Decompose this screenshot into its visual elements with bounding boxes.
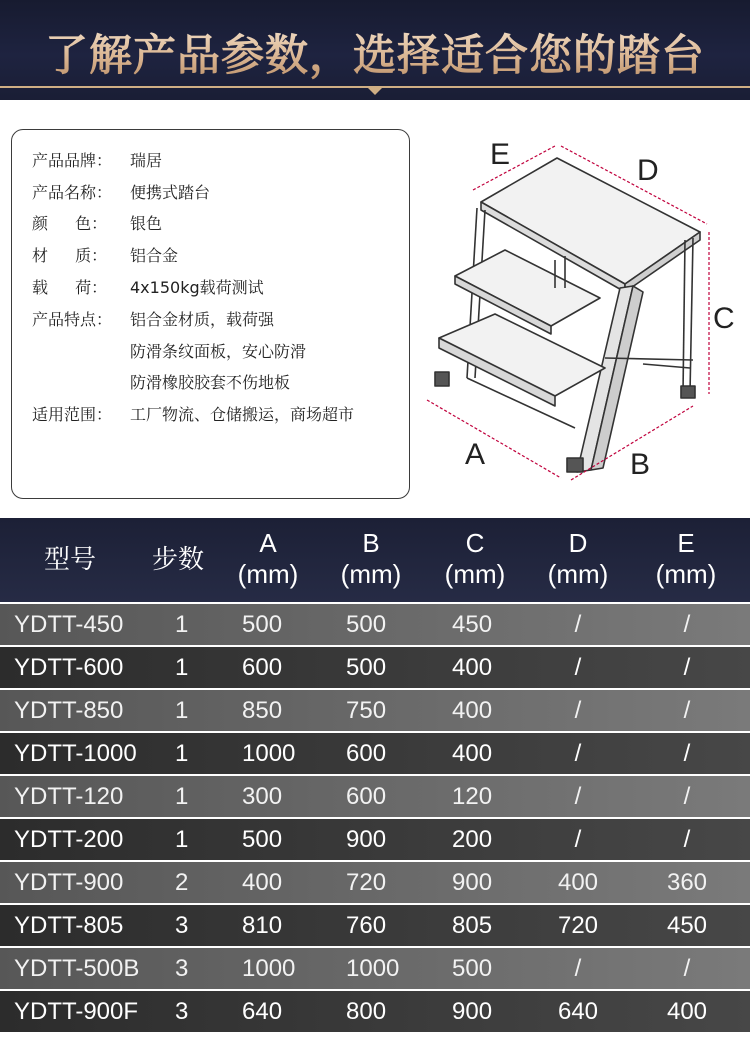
table-row [0, 604, 750, 645]
header-banner [0, 0, 750, 100]
header-d: D (mm) [547, 528, 609, 590]
table-cell: YDTT-900 [14, 869, 124, 896]
spec-label: 产品特点： [32, 310, 113, 329]
table-cell: 450 [452, 611, 493, 638]
spec-label: 产品品牌： [32, 151, 113, 170]
spec-label: 适用范围： [32, 405, 113, 424]
dimension-e-label: E [490, 138, 511, 171]
spec-value: 便携式踏台 [130, 183, 211, 202]
table-cell: / [574, 783, 582, 810]
table-cell: 400 [452, 740, 493, 767]
table-cell: 500 [346, 654, 387, 681]
rear-leg-right [690, 238, 693, 393]
table-cell: 750 [346, 697, 387, 724]
table-row [0, 991, 750, 1032]
table-cell: 1 [175, 783, 189, 810]
spec-value: 铝合金 [130, 246, 179, 265]
table-row [0, 948, 750, 989]
dimension-d-label: D [637, 154, 659, 187]
spec-label: 材 质： [32, 246, 108, 265]
spec-card [11, 129, 410, 499]
table-cell: 600 [346, 783, 387, 810]
table-cell: 450 [666, 912, 708, 939]
table-cell: 500 [346, 611, 387, 638]
table-cell: 1 [175, 697, 189, 724]
table-cell: YDTT-200 [14, 826, 124, 853]
table-cell: 360 [666, 869, 708, 896]
table-header [0, 518, 750, 602]
table-cell: 500 [452, 955, 493, 982]
header-e: E (mm) [655, 528, 717, 590]
table-cell: 120 [452, 783, 493, 810]
table-cell: 760 [346, 912, 387, 939]
table-cell: / [683, 783, 691, 810]
table-cell: 1000 [242, 955, 296, 982]
table-cell: 640 [242, 998, 283, 1025]
table-cell: / [574, 697, 582, 724]
table-row [0, 776, 750, 817]
table-cell: YDTT-120 [14, 783, 124, 810]
spec-table [0, 518, 750, 1032]
spec-value: 瑞居 [130, 151, 163, 170]
table-cell: 2 [175, 869, 189, 896]
header-c: C (mm) [444, 528, 506, 590]
table-cell: 400 [666, 998, 708, 1025]
spec-label: 颜 色： [32, 214, 108, 233]
spec-row-brand [32, 148, 162, 171]
table-cell: 200 [452, 826, 493, 853]
table-cell: YDTT-805 [14, 912, 124, 939]
spec-value: 铝合金材质，载荷强 [130, 310, 275, 329]
table-cell: 720 [557, 912, 599, 939]
table-cell: 720 [346, 869, 387, 896]
table-cell: 3 [175, 912, 189, 939]
table-cell: / [683, 740, 691, 767]
table-cell: / [574, 611, 582, 638]
step-stool-diagram [415, 128, 750, 498]
spec-value: 4x150kg载荷测试 [130, 278, 264, 297]
table-cell: 300 [242, 783, 283, 810]
table-cell: / [574, 654, 582, 681]
table-cell: / [574, 826, 582, 853]
table-body [0, 604, 750, 1032]
dimension-b-label: B [630, 448, 651, 481]
table-cell: 810 [242, 912, 283, 939]
table-cell: YDTT-500B [14, 955, 140, 982]
table-cell: 640 [557, 998, 599, 1025]
table-cell: 800 [346, 998, 387, 1025]
dimension-c-label: C [713, 302, 735, 335]
table-cell: 900 [346, 826, 387, 853]
spec-row-material [32, 243, 178, 266]
table-row [0, 690, 750, 731]
table-cell: 1 [175, 826, 189, 853]
table-cell: / [574, 740, 582, 767]
header-a: A (mm) [237, 528, 299, 590]
table-cell: 1 [175, 740, 189, 767]
table-row [0, 905, 750, 946]
table-row [0, 862, 750, 903]
header-notch [366, 86, 384, 95]
table-row [0, 733, 750, 774]
header-b: B (mm) [340, 528, 402, 590]
table-cell: / [683, 826, 691, 853]
table-cell: YDTT-600 [14, 654, 124, 681]
page-title: 了解产品参数，选择适合您的踏台 [0, 22, 750, 83]
table-cell: 400 [242, 869, 283, 896]
spec-label: 产品名称： [32, 183, 113, 202]
spec-value: 工厂物流、仓储搬运，商场超市 [130, 405, 355, 424]
table-cell: YDTT-1000 [14, 740, 137, 767]
table-cell: 850 [242, 697, 283, 724]
table-cell: / [683, 654, 691, 681]
table-cell: / [574, 955, 582, 982]
table-cell: / [683, 697, 691, 724]
table-cell: 3 [175, 998, 189, 1025]
table-cell: 600 [242, 654, 283, 681]
table-cell: 400 [452, 654, 493, 681]
table-cell: 500 [242, 611, 283, 638]
spec-row-color [32, 211, 162, 234]
table-cell: 900 [452, 869, 493, 896]
table-cell: 3 [175, 955, 189, 982]
spec-row-features-2 [32, 339, 306, 362]
table-cell: YDTT-450 [14, 611, 124, 638]
table-row [0, 819, 750, 860]
spec-value: 银色 [130, 214, 163, 233]
table-cell: 400 [557, 869, 599, 896]
dimension-a-label: A [465, 438, 486, 471]
header-model: 型号 [43, 544, 96, 575]
table-cell: 400 [452, 697, 493, 724]
table-cell: 1 [175, 611, 189, 638]
header-steps: 步数 [151, 544, 204, 575]
table-cell: / [683, 955, 691, 982]
table-row [0, 647, 750, 688]
table-cell: 600 [346, 740, 387, 767]
table-cell: YDTT-850 [14, 697, 124, 724]
spec-value: 防滑橡胶胶套不伤地板 [130, 373, 291, 392]
table-cell: 1 [175, 654, 189, 681]
spec-row-usage [32, 402, 354, 425]
spec-row-load [32, 275, 264, 298]
table-cell: 805 [452, 912, 493, 939]
spec-row-features-3 [32, 370, 290, 393]
spec-row-name [32, 180, 210, 203]
table-cell: YDTT-900F [14, 998, 139, 1025]
spec-row-features [32, 307, 274, 330]
spec-label: 载 荷： [32, 278, 108, 297]
table-cell: 1000 [242, 740, 296, 767]
spec-value: 防滑条纹面板，安心防滑 [130, 342, 307, 361]
table-cell: 1000 [346, 955, 400, 982]
table-cell: / [683, 611, 691, 638]
table-cell: 900 [452, 998, 493, 1025]
table-cell: 500 [242, 826, 283, 853]
